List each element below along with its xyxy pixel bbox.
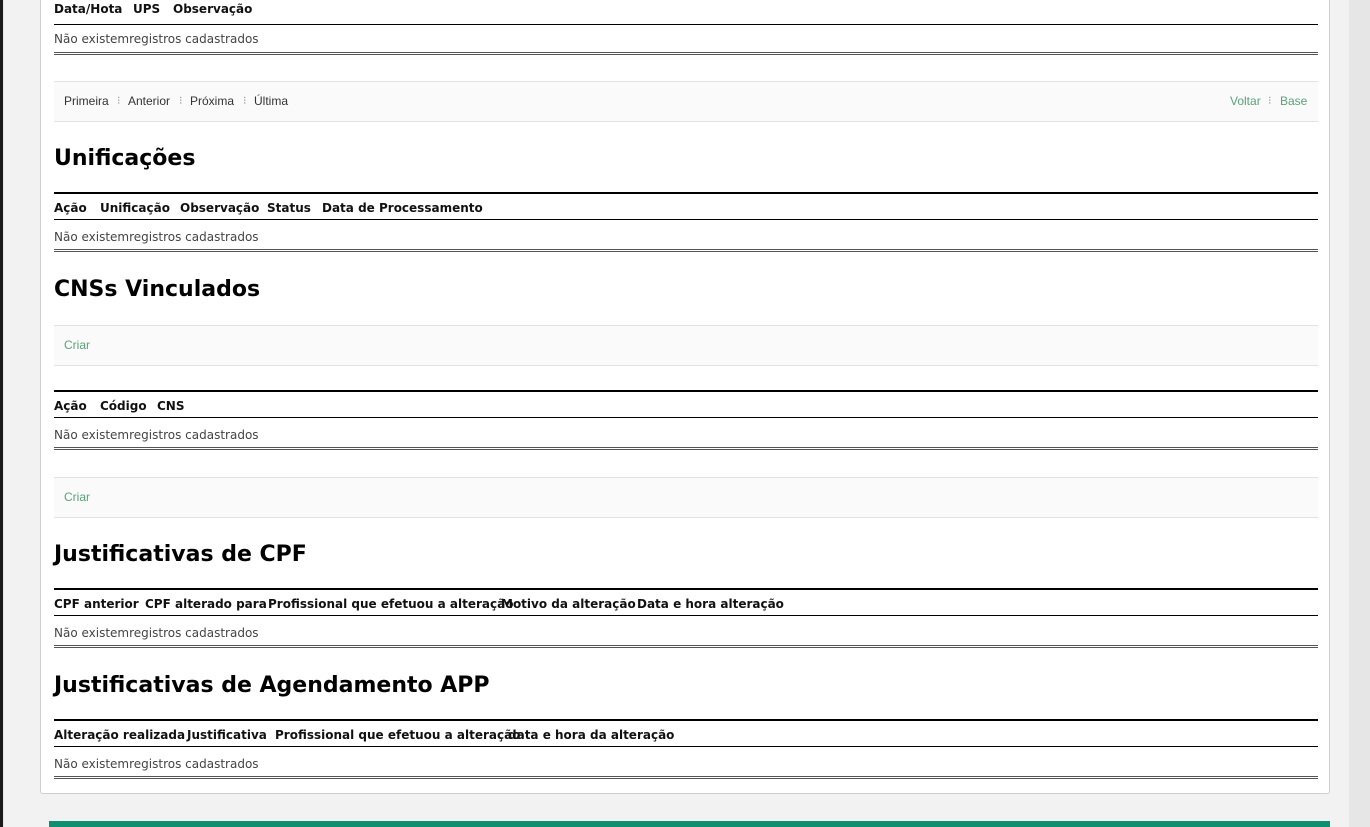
empty-message: Não existemregistros cadastrados	[54, 757, 259, 771]
last-page-link[interactable]: Última	[254, 94, 289, 108]
column-header: Alteração realizada	[54, 728, 186, 742]
table-bottom-border	[54, 249, 1318, 252]
column-header: Data/Hota	[54, 2, 123, 16]
column-header: Status	[267, 201, 311, 215]
table-bottom-border	[54, 447, 1318, 450]
separator: ⁝	[179, 95, 183, 107]
separator: ⁝	[1268, 95, 1272, 107]
column-header: Profissional que efetuou a alteração	[275, 728, 521, 742]
base-link[interactable]: Base	[1280, 94, 1308, 108]
table-bottom-border	[54, 776, 1318, 779]
empty-message: Não existemregistros cadastrados	[54, 230, 259, 244]
cns-toolbar-top	[54, 325, 1318, 366]
column-header: Ação	[54, 201, 87, 215]
column-header: Observação	[173, 2, 253, 16]
column-header: Data de Processamento	[322, 201, 483, 215]
unificacoes-table-header	[54, 192, 1318, 220]
first-page-link[interactable]: Primeira	[64, 94, 109, 108]
back-link[interactable]: Voltar	[1230, 94, 1261, 108]
page-background	[4, 0, 1349, 827]
previous-page-link[interactable]: Anterior	[128, 94, 171, 108]
column-header: CPF alterado para	[145, 597, 267, 611]
column-header: Justificativa	[187, 728, 267, 742]
column-header: Data e hora alteração	[637, 597, 784, 611]
historico-table-header	[54, 0, 1318, 25]
empty-message: Não existemregistros cadastrados	[54, 626, 259, 640]
table-bottom-border	[54, 645, 1318, 648]
section-title-cpf: Justificativas de CPF	[54, 542, 307, 567]
column-header: UPS	[133, 2, 161, 16]
empty-message: Não existemregistros cadastrados	[54, 32, 259, 46]
agendamento-table-header	[54, 719, 1318, 747]
create-cns-button[interactable]: Criar	[64, 338, 90, 352]
column-header: CPF anterior	[54, 597, 139, 611]
column-header: Código	[100, 399, 147, 413]
cns-table-header	[54, 390, 1318, 418]
separator: ⁝	[243, 95, 247, 107]
create-cns-button[interactable]: Criar	[64, 490, 90, 504]
section-title-cns: CNSs Vinculados	[54, 277, 261, 302]
column-header: Profissional que efetuou a alteração	[268, 597, 514, 611]
column-header: Ação	[54, 399, 87, 413]
cpf-table-header	[54, 588, 1318, 616]
empty-message: Não existemregistros cadastrados	[54, 428, 259, 442]
section-title-unificacoes: Unificações	[54, 146, 196, 171]
next-page-link[interactable]: Próxima	[190, 94, 235, 108]
separator: ⁝	[117, 95, 121, 107]
table-bottom-border	[54, 52, 1318, 55]
window-left-edge	[0, 0, 3, 827]
bottom-accent-bar	[49, 821, 1330, 827]
column-header: Unificação	[100, 201, 170, 215]
section-title-agendamento: Justificativas de Agendamento APP	[54, 673, 490, 698]
column-header: Motivo da alteração	[501, 597, 636, 611]
column-header: data e hora da alteração	[508, 728, 675, 742]
pagination-toolbar	[54, 81, 1318, 122]
cns-toolbar-bottom	[54, 477, 1318, 518]
content-card	[40, 0, 1330, 794]
column-header: Observação	[180, 201, 260, 215]
column-header: CNS	[157, 399, 185, 413]
